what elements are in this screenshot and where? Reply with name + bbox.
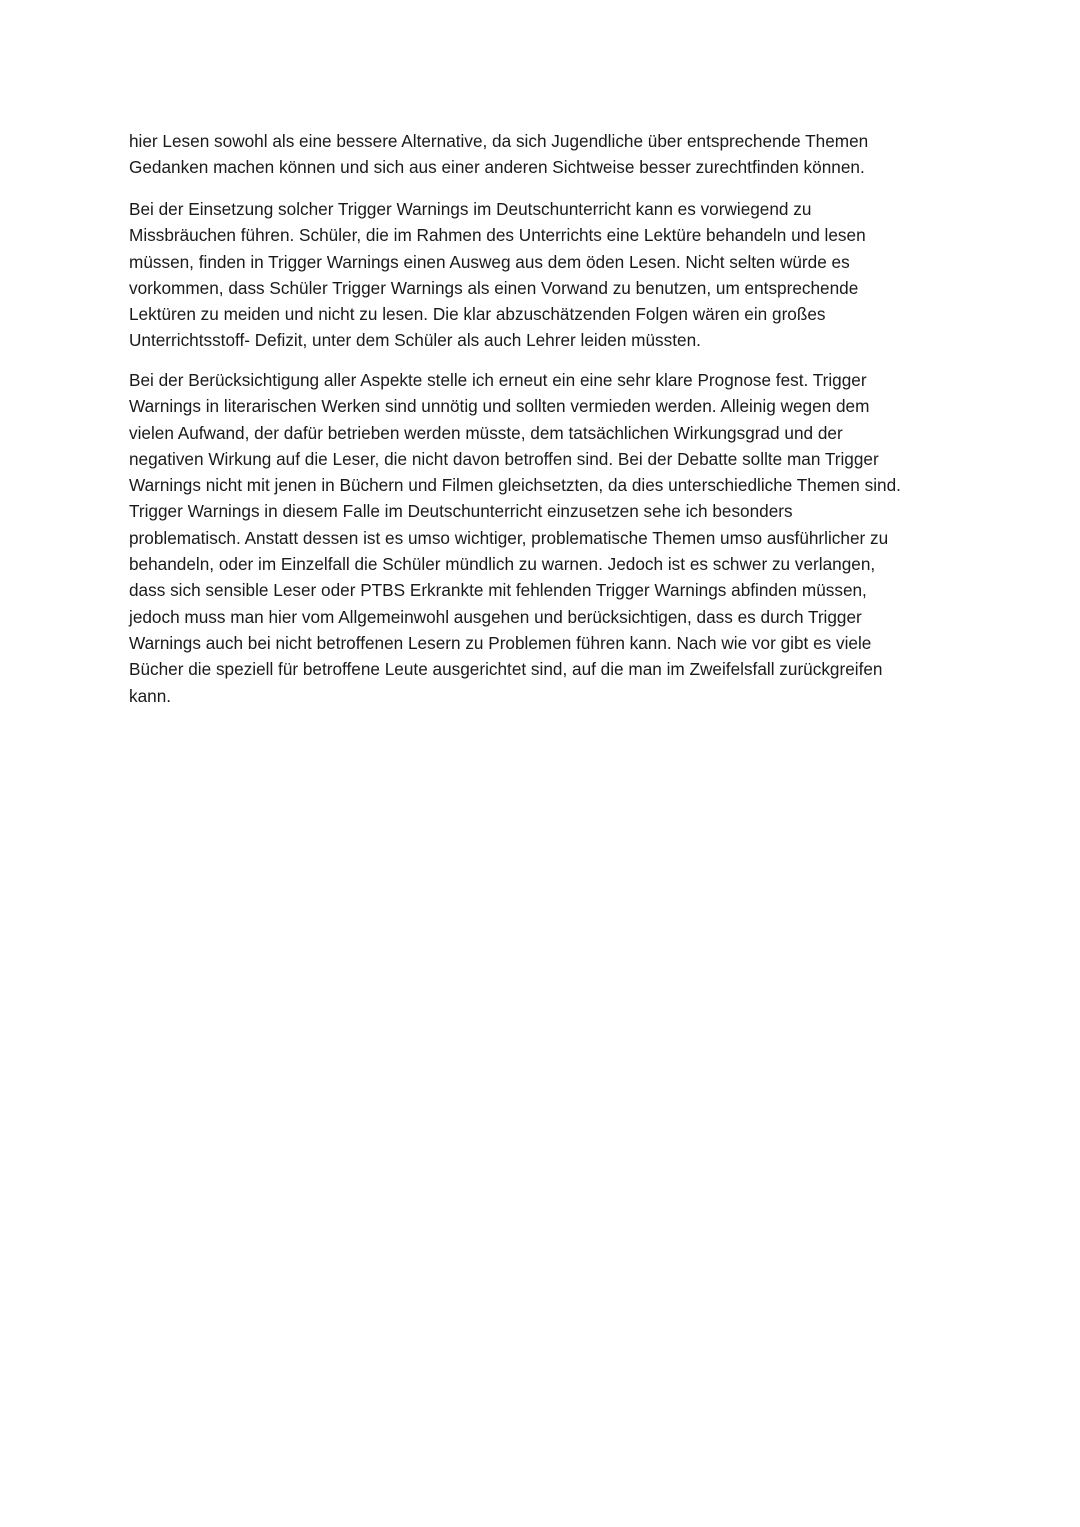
- text-line: dass sich sensible Leser oder PTBS Erkrankte mit fehlenden Trigger Warnings abfinden müssen,: [129, 580, 867, 601]
- text-line: müssen, finden in Trigger Warnings einen Ausweg aus dem öden Lesen. Nicht selten würde es: [129, 251, 850, 272]
- text-line: Bei der Einsetzung solcher Trigger Warnings im Deutschunterricht kann es vorwiegend zu: [129, 199, 812, 219]
- text-line: Lektüren zu meiden und nicht zu lesen. Die klar abzuschätzenden Folgen wären ein großes: [129, 304, 826, 325]
- text-line: jedoch muss man hier vom Allgemeinwohl ausgehen und berücksichtigen, dass es durch Trigger: [129, 606, 862, 627]
- text-line: behandeln, oder im Einzelfall die Schüler mündlich zu warnen. Jedoch ist es schwer zu verlangen,: [129, 554, 876, 575]
- text-line: negativen Wirkung auf die Leser, die nicht davon betroffen sind. Bei der Debatte sollte man Trigger: [129, 448, 879, 469]
- text-line: Missbräuchen führen. Schüler, die im Rahmen des Unterrichts eine Lektüre behandeln und lesen: [129, 225, 866, 246]
- text-line: kann.: [129, 685, 172, 706]
- text-line: Warnings auch bei nicht betroffenen Lesern zu Problemen führen kann. Nach wie vor gibt es viele: [129, 632, 872, 653]
- paragraph: [129, 128, 868, 181]
- text-line: vorkommen, dass Schüler Trigger Warnings als einen Vorwand zu benutzen, um entsprechende: [129, 277, 859, 298]
- text-line: Warnings nicht mit jenen in Büchern und Filmen gleichsetzten, da dies unterschiedliche Themen sind.: [129, 475, 901, 496]
- text-line: hier Lesen sowohl als eine bessere Alternative, da sich Jugendliche über entsprechende Themen: [129, 131, 869, 151]
- text-line: Bei der Berücksichtigung aller Aspekte stelle ich erneut ein eine sehr klare Prognose fest. Trigger: [129, 370, 867, 390]
- paragraph: [129, 367, 901, 709]
- text-line: Unterrichtsstoff- Defizit, unter dem Schüler als auch Lehrer leiden müssten.: [129, 330, 701, 351]
- text-line: Trigger Warnings in diesem Falle im Deutschunterricht einzusetzen sehe ich besonders: [129, 501, 793, 522]
- text-line: Gedanken machen können und sich aus einer anderen Sichtweise besser zurechtfinden können.: [129, 157, 865, 178]
- text-line: Warnings in literarischen Werken sind unnötig und sollten vermieden werden. Alleinig wegen dem: [129, 396, 870, 417]
- text-line: Bücher die speziell für betroffene Leute ausgerichtet sind, auf die man im Zweifelsfall zurückgreifen: [129, 659, 883, 680]
- paragraph: [129, 196, 866, 354]
- text-line: problematisch. Anstatt dessen ist es umso wichtiger, problematische Themen umso ausführlicher zu: [129, 527, 889, 548]
- text-line: vielen Aufwand, der dafür betrieben werden müsste, dem tatsächlichen Wirkungsgrad und der: [129, 422, 843, 443]
